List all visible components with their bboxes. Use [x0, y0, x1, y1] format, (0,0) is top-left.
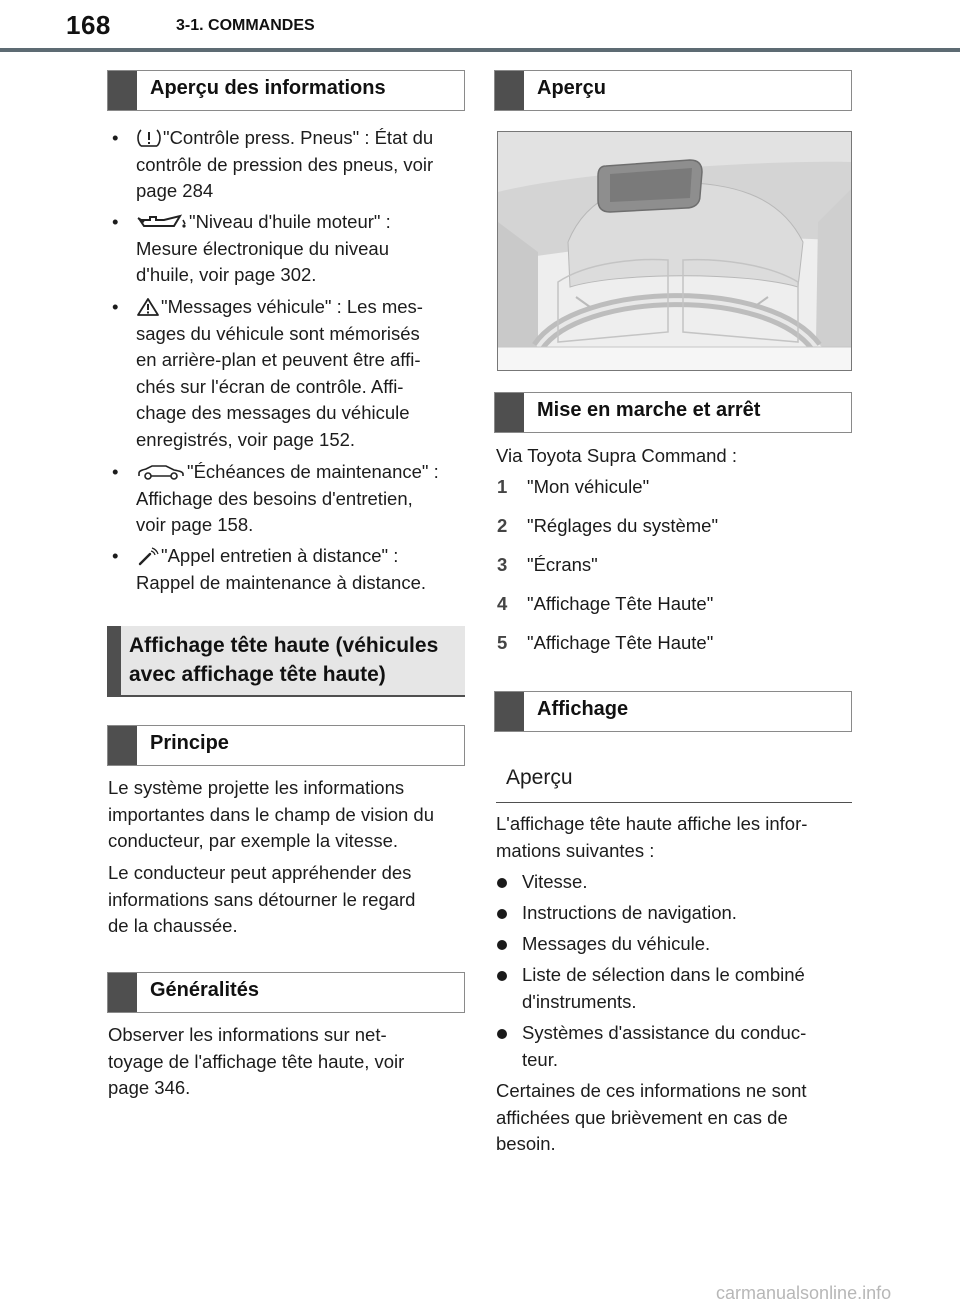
subsection-apercu: [496, 765, 852, 803]
step-number: 3: [497, 554, 508, 575]
item-line: contrôle de pression des pneus, voir: [136, 153, 434, 175]
item-line: Affichage des besoins d'entretien,: [136, 487, 413, 509]
section-affichage-tete-haute: [107, 626, 465, 697]
item-line: Mesure électronique du niveau: [136, 237, 389, 259]
section-title: Mise en marche et arrêt: [537, 399, 761, 421]
affichage-intro: L'affichage tête haute affiche les infor- mations suivantes :: [496, 813, 808, 861]
section-title: Généralités: [150, 979, 259, 1001]
item-line: enregistrés, voir page 152.: [136, 428, 356, 450]
step-number: 2: [497, 515, 508, 536]
principe-paragraph-1: Le système projette les informations importantes dans le champ de vision du conducteur, par exemple la vitesse.: [108, 777, 434, 851]
section-affichage: [494, 691, 852, 732]
section-apercu: [494, 70, 852, 111]
page-header: [0, 0, 960, 52]
site-watermark: carmanualsonline.info: [716, 1283, 892, 1303]
section-bar: [495, 393, 524, 432]
step-number: 1: [497, 476, 508, 497]
warning-triangle-icon: [136, 297, 160, 317]
step-text: "Mon véhicule": [527, 476, 650, 497]
wrench-signal-icon: [136, 546, 160, 566]
info-item-vehicle-messages: • "Messages véhicule" : Les mes- sages du véhicule sont mémorisés en arrière-plan et peuvent être affi- chés sur l'écran de contrôle. Affi- chage des messages du véhicule enregistrés, voir page 152.: [112, 294, 472, 456]
info-item-maintenance: • "Échéances de maintenance" : Affichage des besoins d'entretien, voir page 158.: [112, 459, 472, 541]
bullet-dot: [497, 1029, 507, 1039]
item-line: "Contrôle press. Pneus" : État du: [163, 127, 434, 148]
section-title-line: Affichage tête haute (véhicules: [129, 634, 439, 657]
bullet-item: Instructions de navigation.: [497, 900, 857, 927]
section-title: Aperçu: [537, 77, 606, 99]
head-up-display-photo: [497, 131, 852, 371]
step-number: 5: [497, 632, 508, 653]
step-text: "Réglages du système": [527, 515, 719, 536]
step-text: "Affichage Tête Haute": [527, 593, 714, 614]
item-line: "Échéances de maintenance" :: [187, 461, 439, 482]
item-line: sages du véhicule sont mémorisés: [136, 322, 420, 344]
section-bar: [107, 626, 121, 695]
section-title-line: avec affichage tête haute): [129, 663, 386, 686]
dashboard-illustration: [498, 132, 852, 371]
step-text: "Écrans": [527, 554, 598, 575]
step-number: 4: [497, 593, 508, 614]
section-generalites: [107, 972, 465, 1013]
subsection-title: Aperçu: [506, 766, 573, 789]
step-item: [497, 552, 598, 578]
bullet-dot: [497, 878, 507, 888]
principe-paragraph-2: Le conducteur peut appréhender des informations sans détourner le regard de la chaussée.: [108, 862, 416, 936]
chapter-title: 3-1. COMMANDES: [176, 17, 315, 34]
item-line: Rappel de maintenance à distance.: [136, 571, 427, 593]
info-item-oil-level: • "Niveau d'huile moteur" : Mesure électronique du niveau d'huile, voir page 302.: [112, 209, 472, 291]
item-line: page 284: [136, 180, 214, 201]
header-rule: [0, 48, 960, 52]
item-line: chés sur l'écran de contrôle. Affi-: [136, 375, 404, 397]
bullet-item: Vitesse.: [497, 869, 857, 896]
step-item: [497, 591, 713, 617]
section-bar: [495, 71, 524, 110]
section-bar: [108, 71, 137, 110]
section-bar: [108, 973, 137, 1012]
item-line: "Messages véhicule" : Les mes-: [161, 296, 423, 317]
bullet-item: Liste de sélection dans le combiné d'instruments.: [497, 962, 857, 1016]
oil-can-icon: [136, 212, 188, 232]
item-line: voir page 158.: [136, 514, 254, 535]
bullet-dot: [497, 909, 507, 919]
section-apercu-informations: [107, 70, 465, 111]
section-title: Aperçu des informations: [150, 77, 386, 99]
item-line: chage des messages du véhicule: [136, 402, 410, 423]
item-line: d'huile, voir page 302.: [136, 264, 317, 285]
info-item-tire-pressure: • "Contrôle press. Pneus" : État du contrôle de pression des pneus, voir page 284: [112, 125, 472, 207]
item-line: en arrière-plan et peuvent être affi-: [136, 349, 421, 370]
step-item: [497, 513, 718, 539]
page-number: 168: [66, 10, 111, 40]
car-service-icon: [136, 462, 186, 482]
affichage-closing: Certaines de ces informations ne sont affichées que brièvement en cas de besoin.: [496, 1080, 807, 1154]
generalites-paragraph: Observer les informations sur net- toyage de l'affichage tête haute, voir page 346.: [108, 1024, 405, 1098]
step-item: [497, 630, 713, 656]
item-line: "Niveau d'huile moteur" :: [189, 211, 391, 232]
section-principe: [107, 725, 465, 766]
bullet-item: Messages du véhicule.: [497, 931, 857, 958]
section-bar: [108, 726, 137, 765]
section-title: Affichage: [537, 698, 629, 720]
via-command-text: Via Toyota Supra Command :: [496, 445, 737, 466]
section-title: Principe: [150, 732, 229, 754]
bullet-dot: [497, 940, 507, 950]
section-mise-en-marche: [494, 392, 852, 433]
bullet-item: Systèmes d'assistance du conduc- teur.: [497, 1020, 857, 1074]
section-bar: [495, 692, 524, 731]
bullet-dot: [497, 971, 507, 981]
info-item-remote-service: • "Appel entretien à distance" : Rappel de maintenance à distance.: [112, 543, 472, 599]
step-item: [497, 474, 649, 500]
tire-pressure-warning-icon: [136, 128, 162, 148]
step-text: "Affichage Tête Haute": [527, 632, 714, 653]
item-line: "Appel entretien à distance" :: [161, 545, 399, 566]
